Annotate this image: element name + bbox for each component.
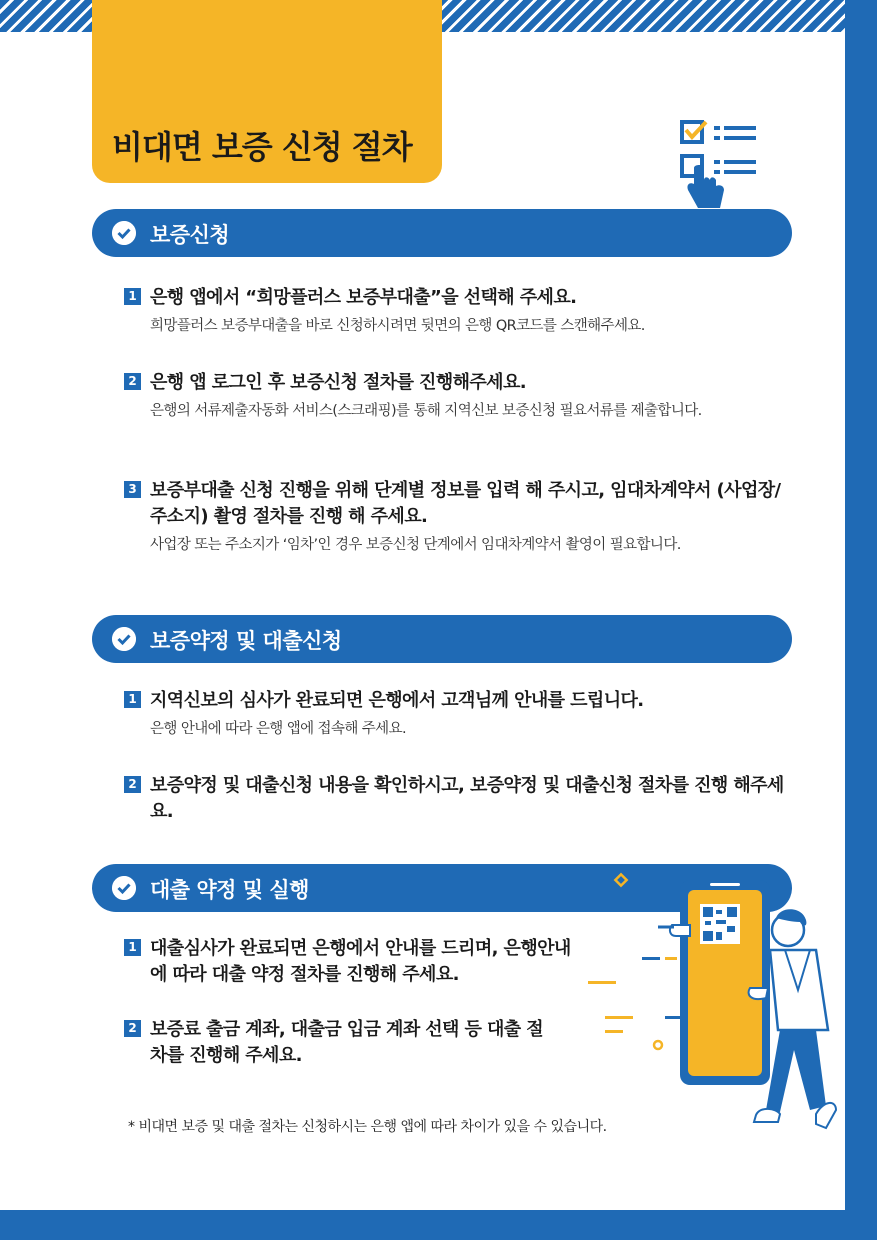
- check-circle-icon: [112, 876, 136, 900]
- step-description: 사업장 또는 주소지가 ‘임차’인 경우 보증신청 단계에서 임대차계약서 촬영이 필요합니다.: [150, 537, 681, 553]
- title-banner: [92, 0, 442, 183]
- footnote: * 비대면 보증 및 대출 절차는 신청하시는 은행 앱에 따라 차이가 있을 수 있습니다.: [128, 1119, 607, 1135]
- step-item: [124, 1017, 544, 1069]
- step-description: 은행의 서류제출자동화 서비스(스크래핑)를 통해 지역신보 보증신청 필요서류를 제출합니다.: [150, 403, 702, 419]
- step-description: 희망플러스 보증부대출을 바로 신청하시려면 뒷면의 은행 QR코드를 스캔해주세요.: [150, 318, 645, 334]
- step-item: [124, 478, 784, 556]
- step-item: [124, 773, 784, 825]
- step-number: 2: [124, 373, 141, 390]
- section-label: 대출 약정 및 실행: [150, 878, 309, 902]
- page-title: 비대면 보증 신청 절차: [112, 128, 412, 166]
- bottom-border: [0, 1210, 877, 1240]
- section-label: 보증약정 및 대출신청: [150, 629, 342, 653]
- section-header-guarantee-application: [92, 209, 792, 257]
- step-heading: 보증부대출 신청 진행을 위해 단계별 정보를 입력 해 주시고, 임대차계약서 (사업장/주소지) 촬영 절차를 진행 해 주세요.: [150, 480, 781, 527]
- step-heading: 지역신보의 심사가 완료되면 은행에서 고객님께 안내를 드립니다.: [150, 690, 644, 711]
- check-circle-icon: [112, 221, 136, 245]
- step-heading: 대출심사가 완료되면 은행에서 안내를 드리며, 은행안내에 따라 대출 약정 절차를 진행해 주세요.: [150, 938, 571, 985]
- check-circle-icon: [112, 627, 136, 651]
- qr-code-icon: [700, 904, 740, 944]
- step-number: 1: [124, 288, 141, 305]
- step-description: 은행 안내에 따라 은행 앱에 접속해 주세요.: [150, 721, 406, 737]
- step-item: [124, 285, 784, 337]
- step-number: 1: [124, 939, 141, 956]
- step-number: 1: [124, 691, 141, 708]
- section-label: 보증신청: [150, 223, 230, 247]
- step-number: 2: [124, 1020, 141, 1037]
- page-sheet: [0, 32, 845, 1210]
- checklist-icon: [680, 120, 760, 215]
- section-header-agreement-loan-application: [92, 615, 792, 663]
- step-heading: 은행 앱 로그인 후 보증신청 절차를 진행해주세요.: [150, 372, 526, 393]
- step-item: [124, 370, 784, 422]
- step-item: [124, 936, 584, 988]
- right-border: [845, 0, 877, 1240]
- step-number: 3: [124, 481, 141, 498]
- step-item: [124, 688, 784, 740]
- step-heading: 은행 앱에서 “희망플러스 보증부대출”을 선택해 주세요.: [150, 287, 577, 308]
- person-holding-phone-illustration: [580, 870, 840, 1145]
- step-number: 2: [124, 776, 141, 793]
- step-heading: 보증료 출금 계좌, 대출금 입금 계좌 선택 등 대출 절차를 진행해 주세요.: [150, 1019, 543, 1066]
- step-heading: 보증약정 및 대출신청 내용을 확인하시고, 보증약정 및 대출신청 절차를 진행 해주세요.: [150, 775, 784, 822]
